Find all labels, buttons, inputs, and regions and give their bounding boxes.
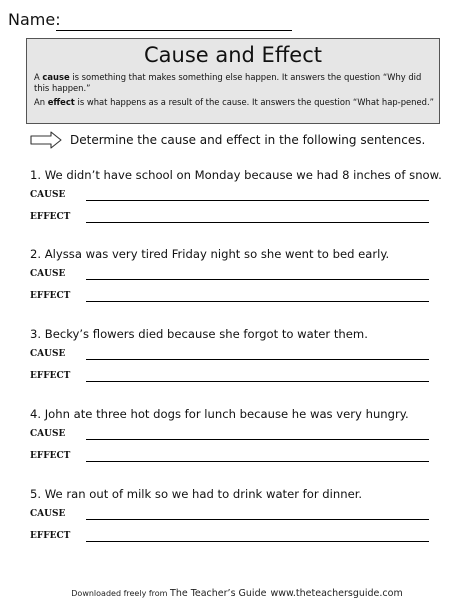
- cause-definition: A cause is something that makes something else happen. It answers the question “Why did this happen.”: [34, 72, 422, 93]
- question-1: [30, 167, 450, 237]
- effect-label: EFFECT: [30, 371, 71, 381]
- effect-label: EFFECT: [30, 451, 71, 461]
- question-text: 1. We didn’t have school on Monday because we had 8 inches of snow.: [30, 168, 442, 182]
- cause-answer-line[interactable]: [86, 359, 429, 360]
- question-3: [30, 326, 450, 396]
- effect-term: effect: [47, 97, 75, 107]
- effect-answer-line[interactable]: [86, 541, 429, 542]
- name-write-line[interactable]: [56, 30, 292, 31]
- cause-label: CAUSE: [30, 349, 66, 359]
- question-text: 2. Alyssa was very tired Friday night so she went to bed early.: [30, 247, 390, 261]
- cause-answer-line[interactable]: [86, 439, 429, 440]
- cause-answer-line[interactable]: [86, 279, 429, 280]
- question-4: [30, 406, 450, 476]
- effect-label: EFFECT: [30, 212, 71, 222]
- effect-answer-line[interactable]: [86, 222, 429, 223]
- effect-answer-line[interactable]: [86, 461, 429, 462]
- cause-label: CAUSE: [30, 429, 66, 439]
- right-arrow-icon: [30, 131, 62, 149]
- cause-answer-line[interactable]: [86, 519, 429, 520]
- cause-answer-line[interactable]: [86, 200, 429, 201]
- footer-prefix: Downloaded freely from: [71, 589, 171, 598]
- instruction-row: [30, 129, 450, 153]
- footer-site-link[interactable]: www.theteachersguide.com: [270, 588, 403, 599]
- footer: [0, 588, 474, 600]
- instruction-text: Determine the cause and effect in the following sentences.: [70, 133, 426, 147]
- question-text: 5. We ran out of milk so we had to drink water for dinner.: [30, 487, 363, 501]
- footer-brand: The Teacher’s Guide: [170, 588, 267, 599]
- effect-answer-line[interactable]: [86, 381, 429, 382]
- effect-answer-line[interactable]: [86, 301, 429, 302]
- cause-label: CAUSE: [30, 269, 66, 279]
- question-text: 3. Becky’s flowers died because she forgot to water them.: [30, 327, 368, 341]
- name-field-row: [8, 10, 308, 32]
- cause-label: CAUSE: [30, 509, 66, 519]
- question-2: [30, 246, 450, 316]
- effect-label: EFFECT: [30, 531, 71, 541]
- effect-definition: An effect is what happens as a result of the cause. It answers the question “What hap-pened.”: [34, 97, 434, 107]
- question-text: 4. John ate three hot dogs for lunch because he was very hungry.: [30, 407, 409, 421]
- page-title: Cause and Effect: [144, 43, 322, 67]
- effect-label: EFFECT: [30, 291, 71, 301]
- cause-label: CAUSE: [30, 190, 66, 200]
- intro-box: [26, 38, 440, 124]
- question-5: [30, 486, 450, 556]
- name-label: Name:: [8, 10, 61, 29]
- cause-term: cause: [42, 72, 70, 82]
